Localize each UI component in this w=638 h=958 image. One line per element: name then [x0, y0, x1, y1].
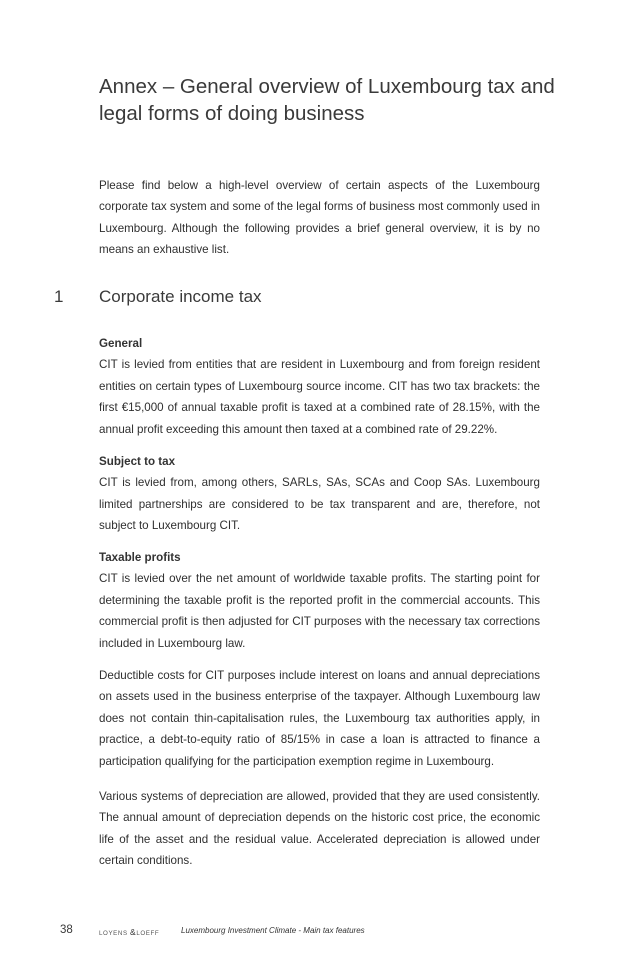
- logo-ampersand: &: [130, 927, 137, 937]
- subject-to-tax-block: [99, 451, 540, 537]
- taxable-heading: Taxable profits: [99, 551, 181, 564]
- subject-heading: Subject to tax: [99, 455, 176, 468]
- section-title: Corporate income tax: [99, 287, 262, 306]
- page-number: 38: [60, 924, 73, 936]
- footer-text: Luxembourg Investment Climate - Main tax features: [181, 926, 365, 935]
- subject-text: CIT is levied from, among others, SARLs, SAs, SCAs and Coop SAs. Luxembourg limited partnerships are considered to be tax transparent and are, therefore, not subject to Luxembourg CIT.: [99, 476, 540, 533]
- general-heading: General: [99, 337, 143, 350]
- page-footer: [0, 926, 638, 942]
- intro-paragraph: Please find below a high-level overview of certain aspects of the Luxembourg corporate tax system and some of the legal forms of business most commonly used in Luxembourg. Although the following provides a brief general overview, it is by no means an exhaustive list.: [99, 179, 540, 257]
- general-block: [99, 333, 540, 440]
- page-title: Annex – General overview of Luxembourg tax and legal forms of doing business: [99, 75, 555, 125]
- depreciation-paragraph: Various systems of depreciation are allowed, provided that they are used consistently. The annual amount of depreciation depends on the historic cost price, the economic life of the asset and the residual value. Accelerated depreciation is allowed under certain conditions.: [99, 790, 540, 868]
- taxable-text: CIT is levied over the net amount of worldwide taxable profits. The starting point for determining the taxable profit is the reported profit in the commercial accounts. This commercial profit is then adjusted for CIT purposes with the necessary tax corrections included in Luxembourg law.: [99, 572, 540, 650]
- logo-left: LOYENS: [99, 930, 128, 937]
- logo-right: LOEFF: [136, 930, 160, 937]
- taxable-profits-block: [99, 547, 540, 654]
- general-text: CIT is levied from entities that are resident in Luxembourg and from foreign resident entities on certain types of Luxembourg source income. CIT has two tax brackets: the first €15,000 of annual taxable profit is taxed at a combined rate of 28.15%, with the annual profit exceeding this amount then taxed at a combined rate of 29.22%.: [99, 358, 540, 436]
- company-logo: [99, 927, 159, 937]
- deductible-costs-paragraph: Deductible costs for CIT purposes include interest on loans and annual depreciations on assets used in the business enterprise of the taxpayer. Although Luxembourg law does not contain thin-capitalisation rules, the Luxembourg tax authorities apply, in practice, a debt-to-equity ratio of 85/15% in case a loan is attracted to finance a participation qualifying for the participation exemption regime in Luxembourg.: [99, 669, 540, 768]
- section-number: 1: [54, 287, 64, 306]
